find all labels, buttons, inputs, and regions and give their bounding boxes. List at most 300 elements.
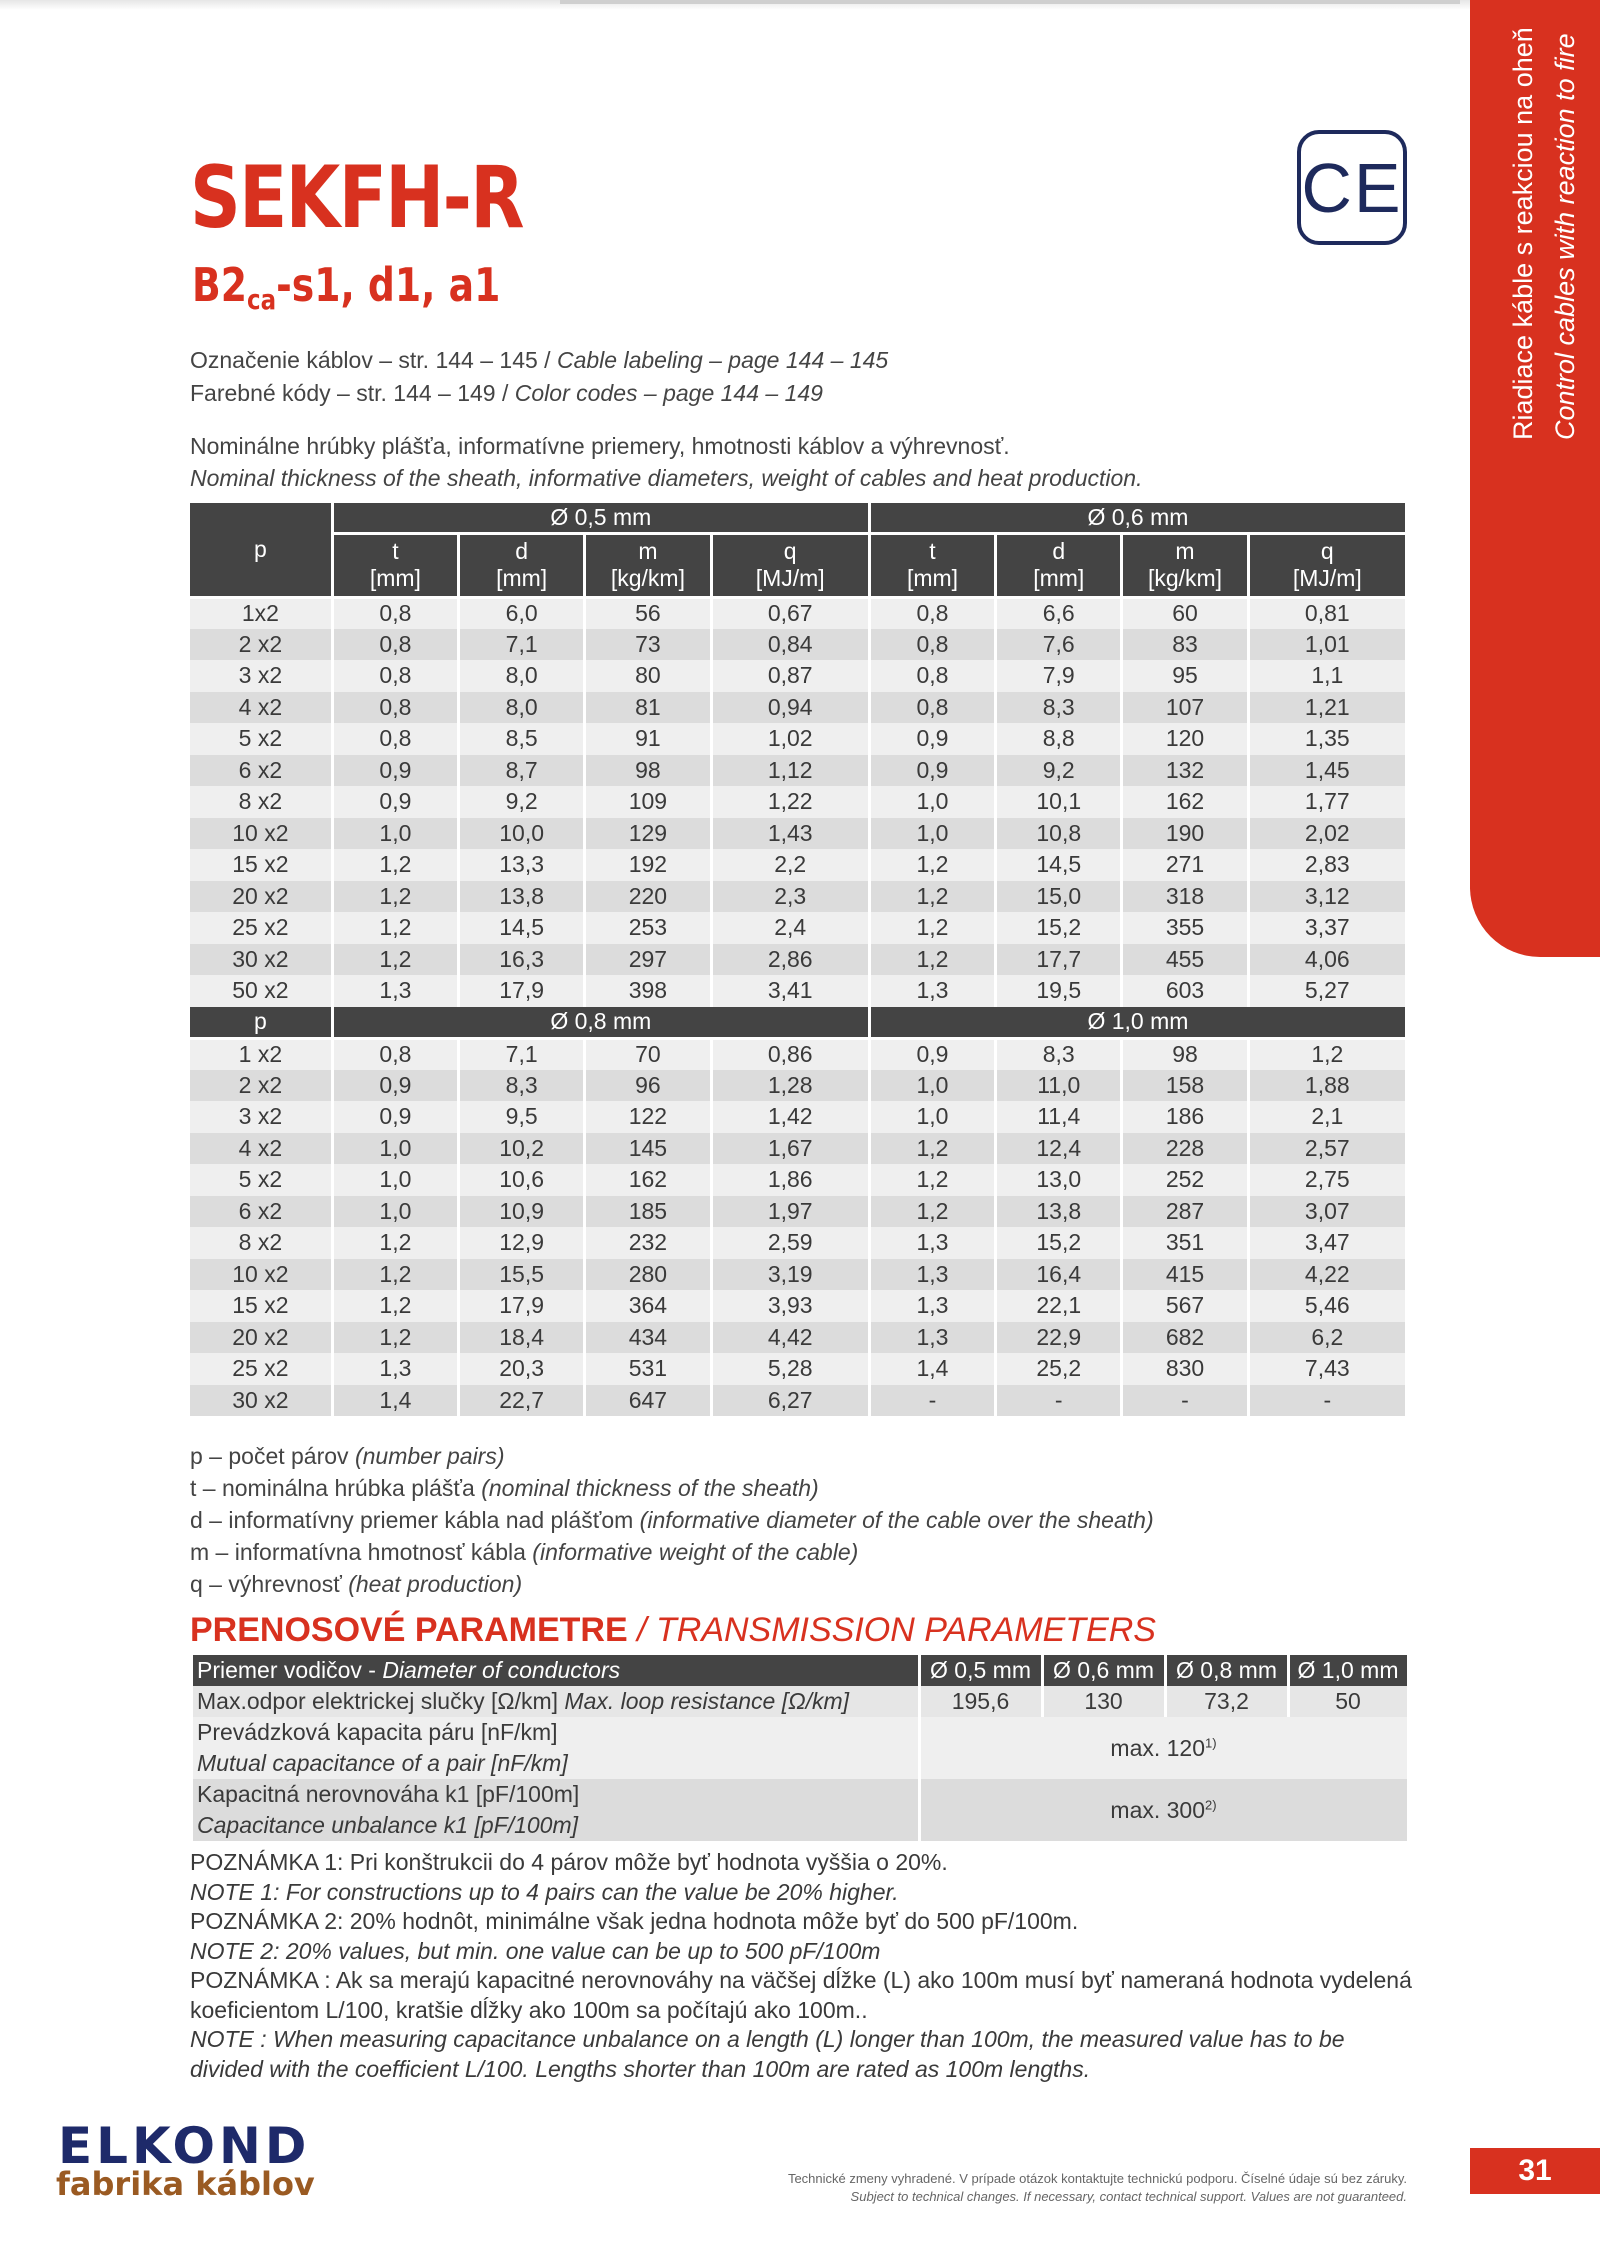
table-row [190, 1227, 1407, 1259]
value-cell: 1,2 [332, 849, 458, 881]
value-cell: 0,67 [711, 597, 869, 629]
value-cell: 11,0 [996, 1070, 1122, 1102]
value-cell: 81 [585, 692, 711, 724]
col-symbol: q [1320, 538, 1334, 564]
table-row [190, 818, 1407, 850]
value-cell: 1,0 [869, 786, 995, 818]
value-cell: 1,2 [869, 1196, 995, 1228]
col-header-1 [459, 533, 585, 597]
value-cell: 8,3 [996, 1038, 1122, 1070]
value-cell: 0,8 [869, 660, 995, 692]
value-cell: 1,3 [869, 1259, 995, 1291]
col-unit: [kg/km] [610, 565, 685, 591]
value-cell: 192 [585, 849, 711, 881]
value-cell: 2,57 [1248, 1133, 1406, 1165]
pairs-cell: 20 x2 [190, 1322, 332, 1354]
value-cell: 0,9 [332, 1101, 458, 1133]
value-cell: 15,0 [996, 881, 1122, 913]
table-row [190, 1196, 1407, 1228]
table-row [190, 1133, 1407, 1165]
pairs-cell: 6 x2 [190, 1196, 332, 1228]
table-row [190, 912, 1407, 944]
value-cell: 98 [1122, 1038, 1248, 1070]
value-cell: 1,21 [1248, 692, 1406, 724]
col-unit: [mm] [906, 565, 959, 591]
group-header-06: Ø 0,6 mm [869, 503, 1406, 533]
footer-disclaimer [788, 2170, 1407, 2206]
value-cell: 9,2 [996, 755, 1122, 787]
value-cell: 1,2 [332, 1259, 458, 1291]
value-cell: 1,01 [1248, 629, 1406, 661]
pairs-cell: 1 x2 [190, 1038, 332, 1070]
value-cell: 14,5 [996, 849, 1122, 881]
table-row [190, 944, 1407, 976]
col-header-6 [1122, 533, 1248, 597]
pairs-cell: 30 x2 [190, 944, 332, 976]
value-cell: 96 [585, 1070, 711, 1102]
group-header-10: Ø 1,0 mm [869, 1007, 1406, 1039]
value-cell: - [996, 1385, 1122, 1417]
value-cell: 8,0 [459, 660, 585, 692]
value-cell: 56 [585, 597, 711, 629]
value-cell: 3,12 [1248, 881, 1406, 913]
legend-item: m – informatívna hmotnosť kábla (informative weight of the cable) [190, 1539, 859, 1565]
value-cell: 9,5 [459, 1101, 585, 1133]
value-cell: 0,8 [332, 597, 458, 629]
value-cell: 22,9 [996, 1322, 1122, 1354]
value-cell: 2,86 [711, 944, 869, 976]
value-cell: 12,9 [459, 1227, 585, 1259]
value-cell: 129 [585, 818, 711, 850]
value-cell: 0,8 [332, 1038, 458, 1070]
value-cell: - [1122, 1385, 1248, 1417]
table-row [190, 1259, 1407, 1291]
value-cell: 1,86 [711, 1164, 869, 1196]
group-header-row [190, 1007, 1407, 1039]
pairs-cell: 3 x2 [190, 1101, 332, 1133]
col-unit: [kg/km] [1147, 565, 1223, 591]
value-cell: 3,19 [711, 1259, 869, 1291]
value-cell: 73 [585, 629, 711, 661]
value-cell: 4,06 [1248, 944, 1406, 976]
value-cell: 1,2 [332, 1322, 458, 1354]
col-header-0 [332, 533, 458, 597]
value-cell: 0,9 [332, 1070, 458, 1102]
tp-unbalance-label: Kapacitná nerovnováha k1 [pF/100m] Capacitance unbalance k1 [pF/100m] [193, 1779, 919, 1841]
value-cell: 0,9 [869, 1038, 995, 1070]
value-cell: 0,8 [332, 692, 458, 724]
value-cell: 0,8 [869, 629, 995, 661]
value-cell: 25,2 [996, 1353, 1122, 1385]
value-cell: 4,42 [711, 1322, 869, 1354]
value-cell: 682 [1122, 1322, 1248, 1354]
pairs-cell: 15 x2 [190, 849, 332, 881]
table-row [190, 975, 1407, 1007]
value-cell: 1,43 [711, 818, 869, 850]
value-cell: 17,7 [996, 944, 1122, 976]
value-cell: 10,0 [459, 818, 585, 850]
value-cell: 0,94 [711, 692, 869, 724]
pairs-cell: 5 x2 [190, 723, 332, 755]
value-cell: 1,12 [711, 755, 869, 787]
pairs-cell: 3 x2 [190, 660, 332, 692]
tp-header-label: Priemer vodičov - Diameter of conductors [193, 1655, 919, 1686]
value-cell: 252 [1122, 1164, 1248, 1196]
value-cell: 1,3 [869, 1322, 995, 1354]
ce-mark-icon: CE [1297, 130, 1407, 245]
tp-header-d05: Ø 0,5 mm [919, 1655, 1042, 1686]
value-cell: 1,2 [332, 1227, 458, 1259]
cable-data-table [190, 503, 1408, 1416]
elkond-logo-subtitle: fabrika káblov [56, 2165, 315, 2203]
value-cell: 1,0 [332, 1164, 458, 1196]
value-cell: 80 [585, 660, 711, 692]
table-row [190, 1322, 1407, 1354]
tp-loop-d10: 50 [1288, 1686, 1408, 1717]
table-row [190, 1101, 1407, 1133]
value-cell: 1,2 [869, 849, 995, 881]
table-row [190, 1385, 1407, 1417]
value-cell: 98 [585, 755, 711, 787]
value-cell: 60 [1122, 597, 1248, 629]
value-cell: 1,42 [711, 1101, 869, 1133]
notes [190, 1848, 1412, 2084]
transmission-table [193, 1655, 1410, 1841]
col-symbol: t [392, 538, 399, 564]
value-cell: 15,2 [996, 1227, 1122, 1259]
info-nominal-en: Nominal thickness of the sheath, informative diameters, weight of cables and heat production. [190, 465, 1143, 491]
value-cell: 2,02 [1248, 818, 1406, 850]
table-row [190, 660, 1407, 692]
value-cell: 1,0 [332, 818, 458, 850]
col-symbol: d [1052, 538, 1066, 564]
value-cell: 1,2 [869, 881, 995, 913]
value-cell: 122 [585, 1101, 711, 1133]
note-1-en: NOTE 1: For constructions up to 4 pairs can the value be 20% higher. [190, 1878, 899, 1905]
value-cell: 220 [585, 881, 711, 913]
col-symbol: d [515, 538, 529, 564]
value-cell: 8,3 [996, 692, 1122, 724]
side-caption-sk: Riadiace káble s reakciou na oheň [1508, 27, 1538, 440]
value-cell: 162 [585, 1164, 711, 1196]
col-p-header: p [190, 503, 332, 597]
note-3-en: NOTE : When measuring capacitance unbalance on a length (L) longer than 100m, the measured value has to be divided with the coefficient L/100. Lengths shorter than 100m are rated as 100m lengths. [190, 2026, 1345, 2082]
value-cell: 1,3 [332, 975, 458, 1007]
value-cell: 1,2 [1248, 1038, 1406, 1070]
col-symbol: m [1175, 538, 1195, 564]
value-cell: 1,4 [869, 1353, 995, 1385]
value-cell: 10,2 [459, 1133, 585, 1165]
value-cell: 297 [585, 944, 711, 976]
tp-loop-d05: 195,6 [919, 1686, 1042, 1717]
value-cell: 2,4 [711, 912, 869, 944]
tp-header-d10: Ø 1,0 mm [1288, 1655, 1408, 1686]
value-cell: 1,02 [711, 723, 869, 755]
value-cell: 3,37 [1248, 912, 1406, 944]
value-cell: 0,84 [711, 629, 869, 661]
value-cell: 20,3 [459, 1353, 585, 1385]
value-cell: 15,5 [459, 1259, 585, 1291]
value-cell: 13,8 [459, 881, 585, 913]
section-title: PRENOSOVÉ PARAMETRE / TRANSMISSION PARAMETERS [190, 1611, 1156, 1649]
value-cell: 1,0 [869, 1070, 995, 1102]
value-cell: 0,8 [869, 597, 995, 629]
table-row [190, 1038, 1407, 1070]
value-cell: 17,9 [459, 1290, 585, 1322]
value-cell: 6,0 [459, 597, 585, 629]
value-cell: 3,93 [711, 1290, 869, 1322]
value-cell: 1,3 [869, 1227, 995, 1259]
col-unit: [mm] [496, 565, 548, 591]
value-cell: 8,8 [996, 723, 1122, 755]
value-cell: 0,9 [332, 755, 458, 787]
value-cell: 0,9 [332, 786, 458, 818]
value-cell: 603 [1122, 975, 1248, 1007]
pairs-cell: 2 x2 [190, 629, 332, 661]
group-header-05: Ø 0,5 mm [332, 503, 869, 533]
value-cell: 4,22 [1248, 1259, 1406, 1291]
value-cell: 185 [585, 1196, 711, 1228]
value-cell: 7,1 [459, 629, 585, 661]
value-cell: 1,2 [869, 1133, 995, 1165]
page-number: 31 [1470, 2148, 1600, 2194]
value-cell: 16,3 [459, 944, 585, 976]
pairs-cell: 5 x2 [190, 1164, 332, 1196]
value-cell: 2,83 [1248, 849, 1406, 881]
pairs-cell: 10 x2 [190, 818, 332, 850]
tp-unbalance-value: max. 300$^{2)}$ [919, 1779, 1408, 1841]
pairs-cell: 50 x2 [190, 975, 332, 1007]
value-cell: 1,28 [711, 1070, 869, 1102]
table-row [190, 692, 1407, 724]
value-cell: 12,4 [996, 1133, 1122, 1165]
pairs-cell: 25 x2 [190, 912, 332, 944]
value-cell: 0,8 [332, 660, 458, 692]
page-title: SEKFH-R [190, 148, 523, 248]
value-cell: 351 [1122, 1227, 1248, 1259]
value-cell: 2,59 [711, 1227, 869, 1259]
value-cell: 434 [585, 1322, 711, 1354]
value-cell: 6,6 [996, 597, 1122, 629]
value-cell: 1,0 [332, 1196, 458, 1228]
col-header-2 [585, 533, 711, 597]
side-caption-en: Control cables with reaction to fire [1550, 33, 1580, 440]
value-cell: 5,28 [711, 1353, 869, 1385]
tp-loop-label: Max.odpor elektrickej slučky [Ω/km] Max. loop resistance [Ω/km] [193, 1686, 919, 1717]
col-header-5 [996, 533, 1122, 597]
value-cell: 19,5 [996, 975, 1122, 1007]
group-header-08: Ø 0,8 mm [332, 1007, 869, 1039]
value-cell: 0,9 [869, 723, 995, 755]
pairs-cell: 25 x2 [190, 1353, 332, 1385]
value-cell: 22,7 [459, 1385, 585, 1417]
side-caption [1502, 10, 1586, 440]
value-cell: 7,43 [1248, 1353, 1406, 1385]
table-row [190, 1353, 1407, 1385]
value-cell: 145 [585, 1133, 711, 1165]
value-cell: 0,87 [711, 660, 869, 692]
value-cell: 1,3 [869, 1290, 995, 1322]
value-cell: 1,22 [711, 786, 869, 818]
value-cell: 17,9 [459, 975, 585, 1007]
value-cell: 91 [585, 723, 711, 755]
col-symbol: t [929, 538, 936, 564]
value-cell: 1,97 [711, 1196, 869, 1228]
value-cell: 3,47 [1248, 1227, 1406, 1259]
table-row [190, 755, 1407, 787]
value-cell: 8,5 [459, 723, 585, 755]
value-cell: 2,2 [711, 849, 869, 881]
col-symbol: q [783, 538, 797, 564]
value-cell: 287 [1122, 1196, 1248, 1228]
table-row [190, 881, 1407, 913]
col-header-7 [1248, 533, 1406, 597]
value-cell: 9,2 [459, 786, 585, 818]
value-cell: 1,2 [332, 1290, 458, 1322]
value-cell: 16,4 [996, 1259, 1122, 1291]
value-cell: 415 [1122, 1259, 1248, 1291]
value-cell: 0,8 [332, 629, 458, 661]
value-cell: 531 [585, 1353, 711, 1385]
legend [190, 1440, 1154, 1600]
value-cell: 5,46 [1248, 1290, 1406, 1322]
disclaimer-en: Subject to technical changes. If necessary, contact technical support. Values are not guaranteed. [850, 2189, 1407, 2204]
value-cell: 1,1 [1248, 660, 1406, 692]
value-cell: 280 [585, 1259, 711, 1291]
value-cell: 22,1 [996, 1290, 1122, 1322]
table-row [190, 629, 1407, 661]
col-unit: [mm] [1033, 565, 1085, 591]
value-cell: 10,9 [459, 1196, 585, 1228]
value-cell: 186 [1122, 1101, 1248, 1133]
disclaimer-sk: Technické zmeny vyhradené. V prípade otázok kontaktujte technickú podporu. Číselné údaje sú bez záruky. [787, 2171, 1407, 2186]
value-cell: 455 [1122, 944, 1248, 976]
col-unit: [MJ/m] [1292, 565, 1362, 591]
note-2-sk: POZNÁMKA 2: 20% hodnôt, minimálne však jedna hodnota môže byť do 500 pF/100m. [190, 1908, 1079, 1934]
note-1-sk: POZNÁMKA 1: Pri konštrukcii do 4 párov môže byť hodnota vyššia o 20%. [190, 1849, 948, 1875]
value-cell: 6,2 [1248, 1322, 1406, 1354]
value-cell: 13,0 [996, 1164, 1122, 1196]
value-cell: 7,9 [996, 660, 1122, 692]
pairs-cell: 4 x2 [190, 692, 332, 724]
legend-item: q – výhrevnosť (heat production) [190, 1571, 523, 1597]
value-cell: 1,2 [332, 912, 458, 944]
col-unit: [MJ/m] [755, 565, 825, 591]
value-cell: 18,4 [459, 1322, 585, 1354]
value-cell: 1,4 [332, 1385, 458, 1417]
tp-capacitance-label: Prevádzková kapacita páru [nF/km] Mutual capacitance of a pair [nF/km] [193, 1717, 919, 1779]
note-2-en: NOTE 2: 20% values, but min. one value can be up to 500 pF/100m [190, 1937, 881, 1964]
value-cell: 228 [1122, 1133, 1248, 1165]
table-row [190, 1070, 1407, 1102]
value-cell: 120 [1122, 723, 1248, 755]
pairs-cell: 10 x2 [190, 1259, 332, 1291]
tp-header-d06: Ø 0,6 mm [1042, 1655, 1165, 1686]
value-cell: 3,41 [711, 975, 869, 1007]
value-cell: 318 [1122, 881, 1248, 913]
value-cell: 13,3 [459, 849, 585, 881]
value-cell: 0,8 [869, 692, 995, 724]
value-cell: 567 [1122, 1290, 1248, 1322]
info-nominal-sk: Nominálne hrúbky plášťa, informatívne priemery, hmotnosti káblov a výhrevnosť. [190, 433, 1010, 459]
value-cell: 1,88 [1248, 1070, 1406, 1102]
pairs-cell: 8 x2 [190, 786, 332, 818]
pairs-cell: 15 x2 [190, 1290, 332, 1322]
value-cell: 10,1 [996, 786, 1122, 818]
col-header-4 [869, 533, 995, 597]
value-cell: 1,0 [869, 818, 995, 850]
top-rule [560, 0, 1460, 4]
tp-capacitance-value: max. 120$^{1)}$ [919, 1717, 1408, 1779]
value-cell: 158 [1122, 1070, 1248, 1102]
value-cell: 83 [1122, 629, 1248, 661]
value-cell: 10,8 [996, 818, 1122, 850]
pairs-cell: 6 x2 [190, 755, 332, 787]
value-cell: 162 [1122, 786, 1248, 818]
value-cell: 271 [1122, 849, 1248, 881]
value-cell: 2,3 [711, 881, 869, 913]
value-cell: 14,5 [459, 912, 585, 944]
value-cell: 107 [1122, 692, 1248, 724]
value-cell: 355 [1122, 912, 1248, 944]
value-cell: 13,8 [996, 1196, 1122, 1228]
tp-loop-d06: 130 [1042, 1686, 1165, 1717]
legend-item: t – nominálna hrúbka plášťa (nominal thickness of the sheath) [190, 1475, 819, 1501]
value-cell: 398 [585, 975, 711, 1007]
value-cell: 830 [1122, 1353, 1248, 1385]
value-cell: 95 [1122, 660, 1248, 692]
value-cell: 190 [1122, 818, 1248, 850]
pairs-cell: 30 x2 [190, 1385, 332, 1417]
pairs-cell: 8 x2 [190, 1227, 332, 1259]
info-labeling: Označenie káblov – str. 144 – 145 / Cable labeling – page 144 – 145 [190, 347, 889, 373]
value-cell: 1,3 [869, 975, 995, 1007]
info-colors: Farebné kódy – str. 144 – 149 / Color codes – page 144 – 149 [190, 380, 823, 406]
table-row [190, 849, 1407, 881]
table-row [190, 1290, 1407, 1322]
value-cell: 0,8 [332, 723, 458, 755]
value-cell: 1,0 [332, 1133, 458, 1165]
value-cell: 15,2 [996, 912, 1122, 944]
value-cell: 1,2 [332, 944, 458, 976]
value-cell: 253 [585, 912, 711, 944]
value-cell: - [869, 1385, 995, 1417]
value-cell: 1,2 [869, 912, 995, 944]
value-cell: 1,2 [869, 944, 995, 976]
tp-loop-d08: 73,2 [1165, 1686, 1288, 1717]
value-cell: 8,0 [459, 692, 585, 724]
value-cell: 2,75 [1248, 1164, 1406, 1196]
value-cell: 0,86 [711, 1038, 869, 1070]
value-cell: 1,2 [332, 881, 458, 913]
value-cell: 6,27 [711, 1385, 869, 1417]
value-cell: 2,1 [1248, 1101, 1406, 1133]
value-cell: - [1248, 1385, 1406, 1417]
note-3-sk: POZNÁMKA : Ak sa merajú kapacitné nerovnováhy na väčšej dĺžke (L) ako 100m musí byť nameraná hodnota vydelená koeficientom L/100, kratšie dĺžky ako 100m sa počítajú ako 100m.. [190, 1967, 1412, 2023]
value-cell: 0,9 [869, 755, 995, 787]
legend-item: p – počet párov (number pairs) [190, 1443, 505, 1469]
value-cell: 7,6 [996, 629, 1122, 661]
value-cell: 1,0 [869, 1101, 995, 1133]
pairs-cell: 2 x2 [190, 1070, 332, 1102]
value-cell: 3,07 [1248, 1196, 1406, 1228]
value-cell: 7,1 [459, 1038, 585, 1070]
legend-item: d – informatívny priemer kábla nad plášťom (informative diameter of the cable over the sheath) [190, 1507, 1154, 1533]
value-cell: 11,4 [996, 1101, 1122, 1133]
tp-header-d08: Ø 0,8 mm [1165, 1655, 1288, 1686]
value-cell: 364 [585, 1290, 711, 1322]
value-cell: 8,7 [459, 755, 585, 787]
